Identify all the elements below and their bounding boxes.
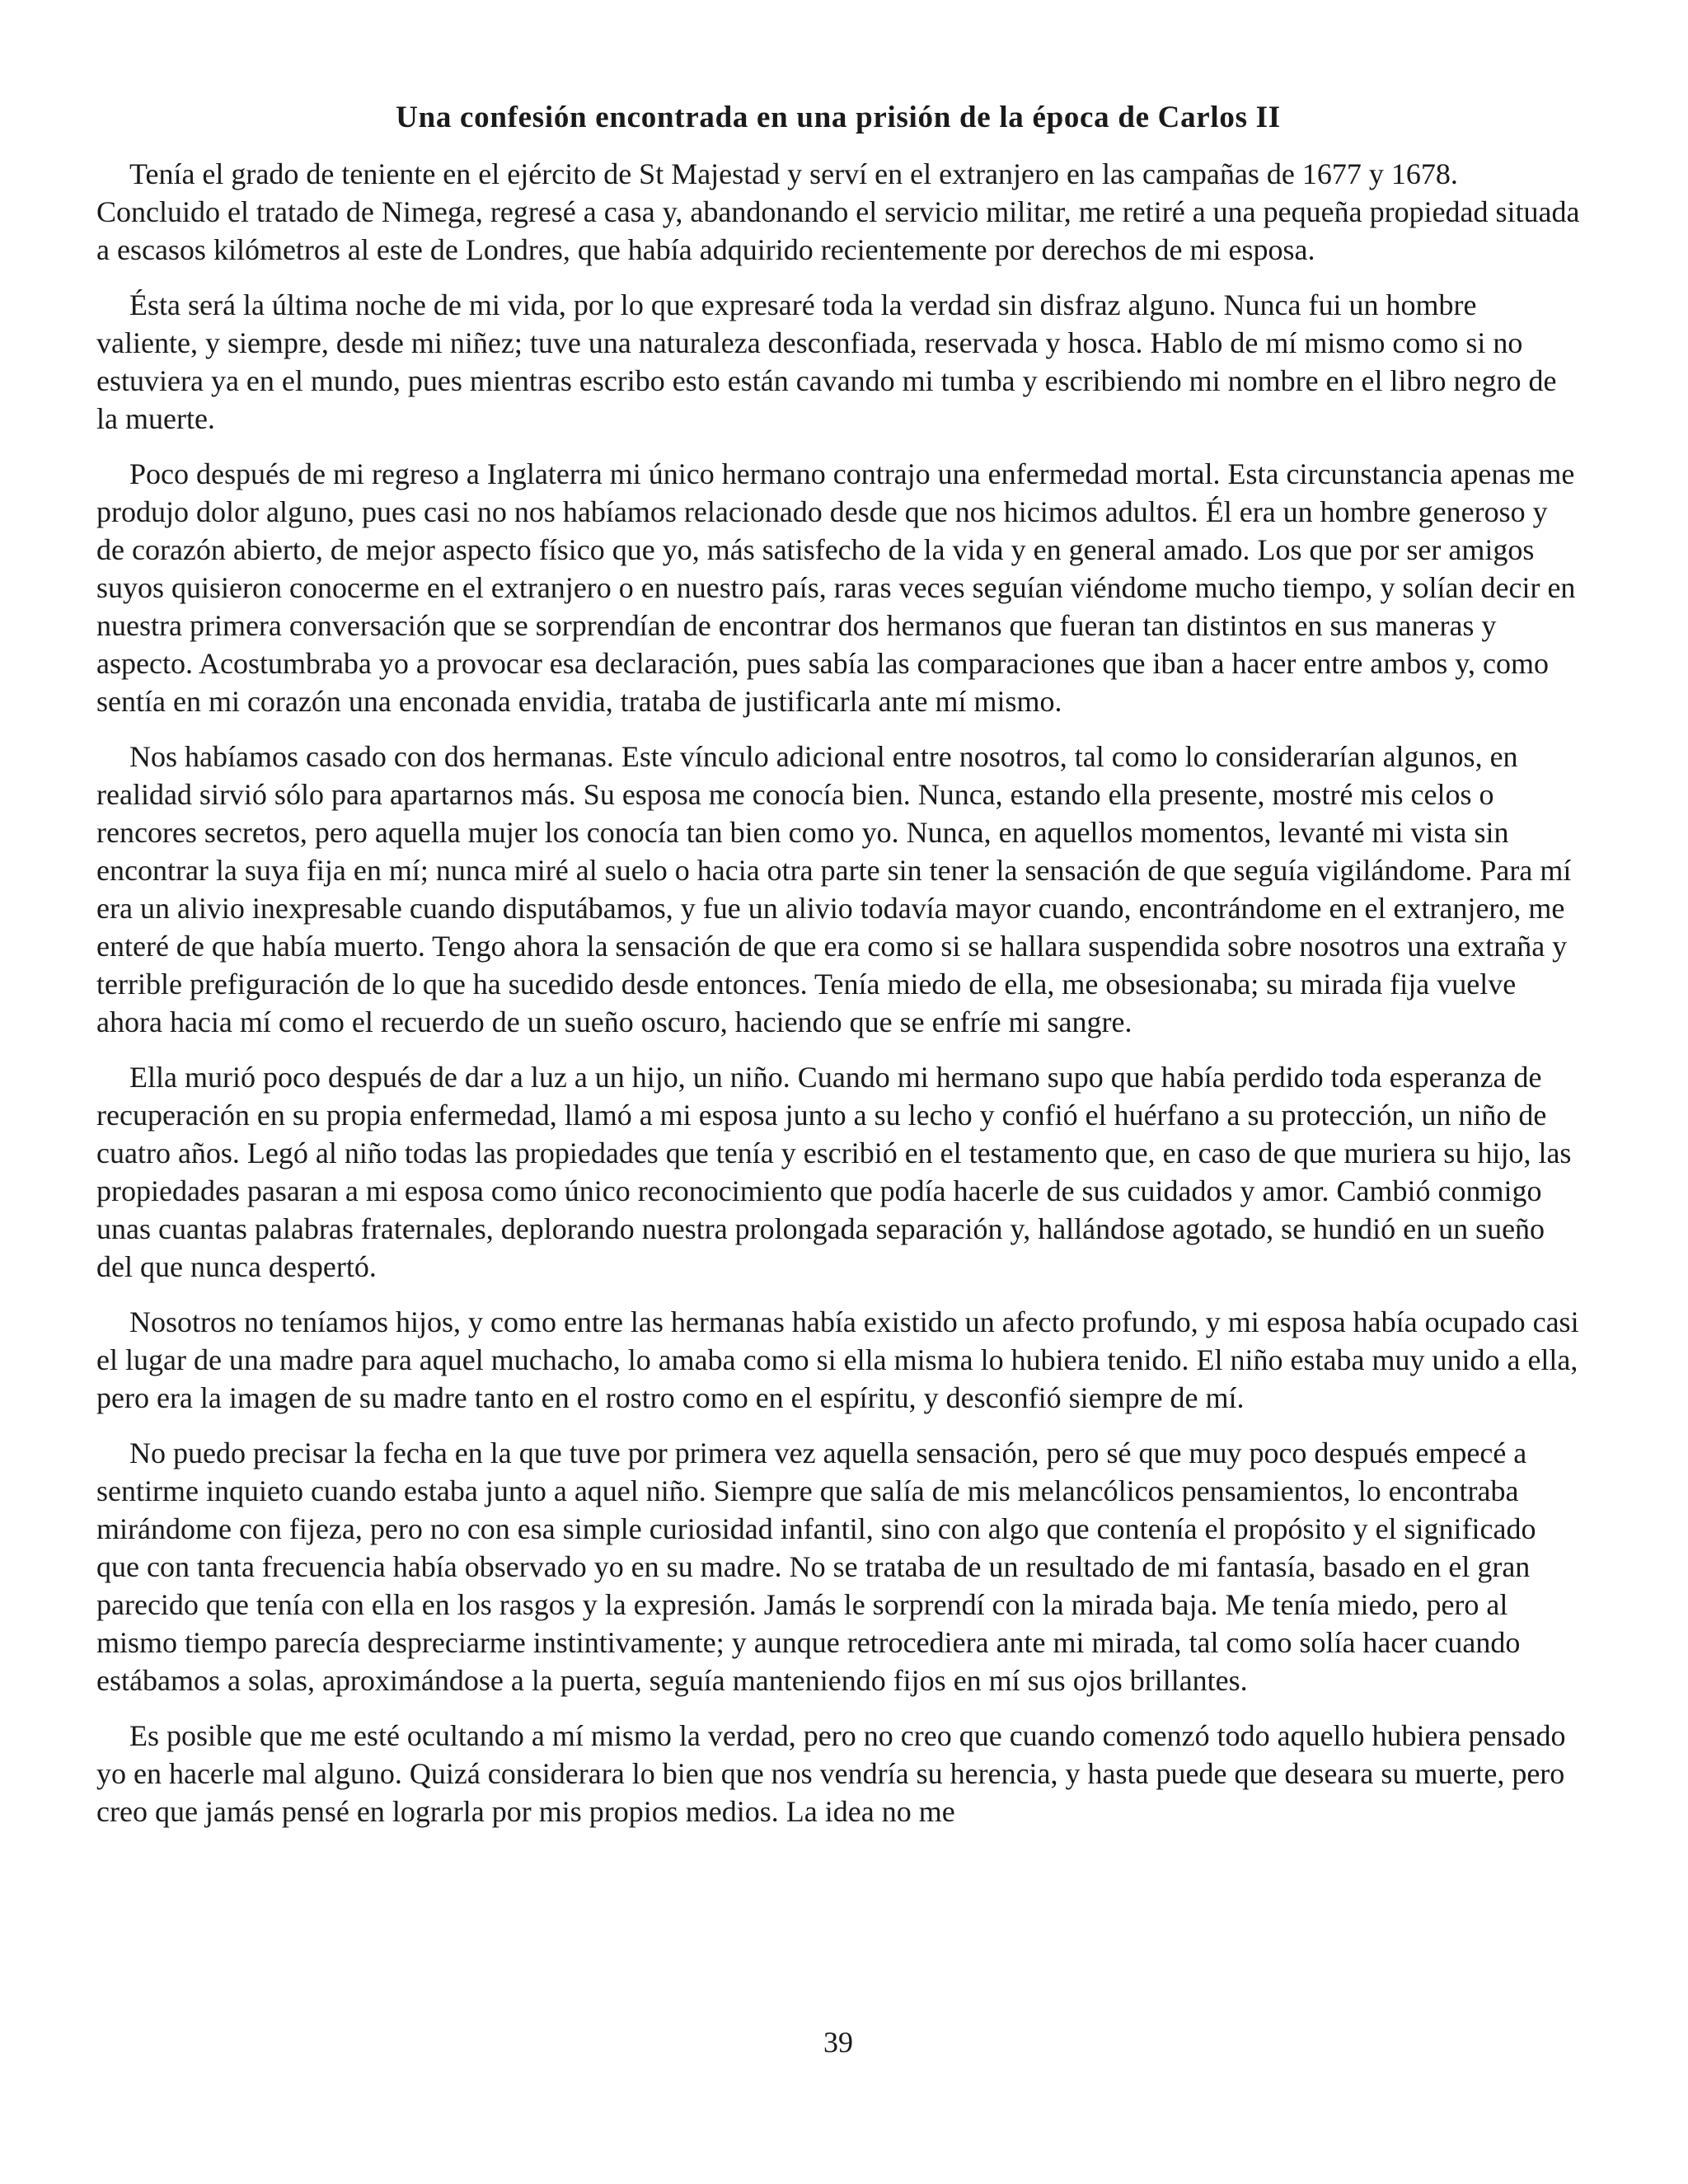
document-page (96, 0, 1580, 2184)
paragraph: Poco después de mi regreso a Inglaterra mi único hermano contrajo una enfermedad mortal. Esta circunstancia apenas me produjo dolor alguno, pues casi no nos habíamos relacionado desde que nos hicimos adultos. Él era un hombre generoso y de corazón abierto, de mejor aspecto físico que yo, más satisfecho de la vida y en general amado. Los que por ser amigos suyos quisieron conocerme en el extranjero o en nuestro país, raras veces seguían viéndome mucho tiempo, y solían decir en nuestra primera conversación que se sorprendían de encontrar dos hermanos que fueran tan distintos en sus maneras y aspecto. Acostumbraba yo a provocar esa declaración, pues sabía las comparaciones que iban a hacer entre ambos y, como sentía en mi corazón una enconada envidia, trataba de justificarla ante mí mismo. (96, 457, 1576, 718)
body-text (96, 155, 1580, 1848)
paragraph: No puedo precisar la fecha en la que tuve por primera vez aquella sensación, pero sé que muy poco después empecé a sentirme inquieto cuando estaba junto a aquel niño. Siempre que salía de mis melancólicos pensamientos, lo encontraba mirándome con fijeza, pero no con esa simple curiosidad infantil, sino con algo que contenía el propósito y el significado que con tanta frecuencia había observado yo en su madre. No se trataba de un resultado de mi fantasía, basado en el gran parecido que tenía con ella en los rasgos y la expresión. Jamás le sorprendí con la mirada baja. Me tenía miedo, pero al mismo tiempo parecía despreciarme instintivamente; y aunque retrocediera ante mi mirada, tal como solía hacer cuando estábamos a solas, aproximándose a la puerta, seguía manteniendo fijos en mí sus ojos brillantes. (96, 1436, 1536, 1697)
paragraph: Es posible que me esté ocultando a mí mismo la verdad, pero no creo que cuando comenzó todo aquello hubiera pensado yo en hacerle mal alguno. Quizá considerara lo bien que nos vendría su herencia, y hasta puede que deseara su muerte, pero creo que jamás pensé en lograrla por mis propios medios. La idea no me (96, 1719, 1566, 1828)
paragraph: Tenía el grado de teniente en el ejército de St Majestad y serví en el extranjero en las campañas de 1677 y 1678. Concluido el tratado de Nimega, regresé a casa y, abandonando el servicio militar, me retiré a una pequeña propiedad situada a escasos kilómetros al este de Londres, que había adquirido recientemente por derechos de mi esposa. (96, 157, 1580, 266)
page-number: 39 (823, 2026, 853, 2059)
paragraph: Nosotros no teníamos hijos, y como entre las hermanas había existido un afecto profundo, y mi esposa había ocupado casi el lugar de una madre para aquel muchacho, lo amaba como si ella misma lo hubiera tenido. El niño estaba muy unido a ella, pero era la imagen de su madre tanto en el rostro como en el espíritu, y desconfió siempre de mí. (96, 1305, 1579, 1414)
paragraph: Ésta será la última noche de mi vida, por lo que expresaré toda la verdad sin disfraz alguno. Nunca fui un hombre valiente, y siempre, desde mi niñez; tuve una naturaleza desconfiada, reservada y hosca. Hablo de mí mismo como si no estuviera ya en el mundo, pues mientras escribo esto están cavando mi tumba y escribiendo mi nombre en el libro negro de la muerte. (96, 288, 1557, 435)
paragraph: Ella murió poco después de dar a luz a un hijo, un niño. Cuando mi hermano supo que había perdido toda esperanza de recuperación en su propia enfermedad, llamó a mi esposa junto a su lecho y confió el huérfano a su protección, un niño de cuatro años. Legó al niño todas las propiedades que tenía y escribió en el testamento que, en caso de que muriera su hijo, las propiedades pasaran a mi esposa como único reconocimiento que podía hacerle de sus cuidados y amor. Cambió conmigo unas cuantas palabras fraternales, deplorando nuestra prolongada separación y, hallándose agotado, se hundió en un sueño del que nunca despertó. (96, 1061, 1572, 1283)
paragraph: Nos habíamos casado con dos hermanas. Este vínculo adicional entre nosotros, tal como lo considerarían algunos, en realidad sirvió sólo para apartarnos más. Su esposa me conocía bien. Nunca, estando ella presente, mostré mis celos o rencores secretos, pero aquella mujer los conocía tan bien como yo. Nunca, en aquellos momentos, levanté mi vista sin encontrar la suya fija en mí; nunca miré al suelo o hacia otra parte sin tener la sensación de que seguía vigilándome. Para mí era un alivio inexpresable cuando disputábamos, y fue un alivio todavía mayor cuando, encontrándome en el extranjero, me enteré de que había muerto. Tengo ahora la sensación de que era como si se hallara suspendida sobre nosotros una extraña y terrible prefiguración de lo que ha sucedido desde entonces. Tenía miedo de ella, me obsesionaba; su mirada fija vuelve ahora hacia mí como el recuerdo de un sueño oscuro, haciendo que se enfríe mi sangre. (96, 740, 1572, 1038)
chapter-title: Una confesión encontrada en una prisión de la época de Carlos II (396, 101, 1281, 134)
